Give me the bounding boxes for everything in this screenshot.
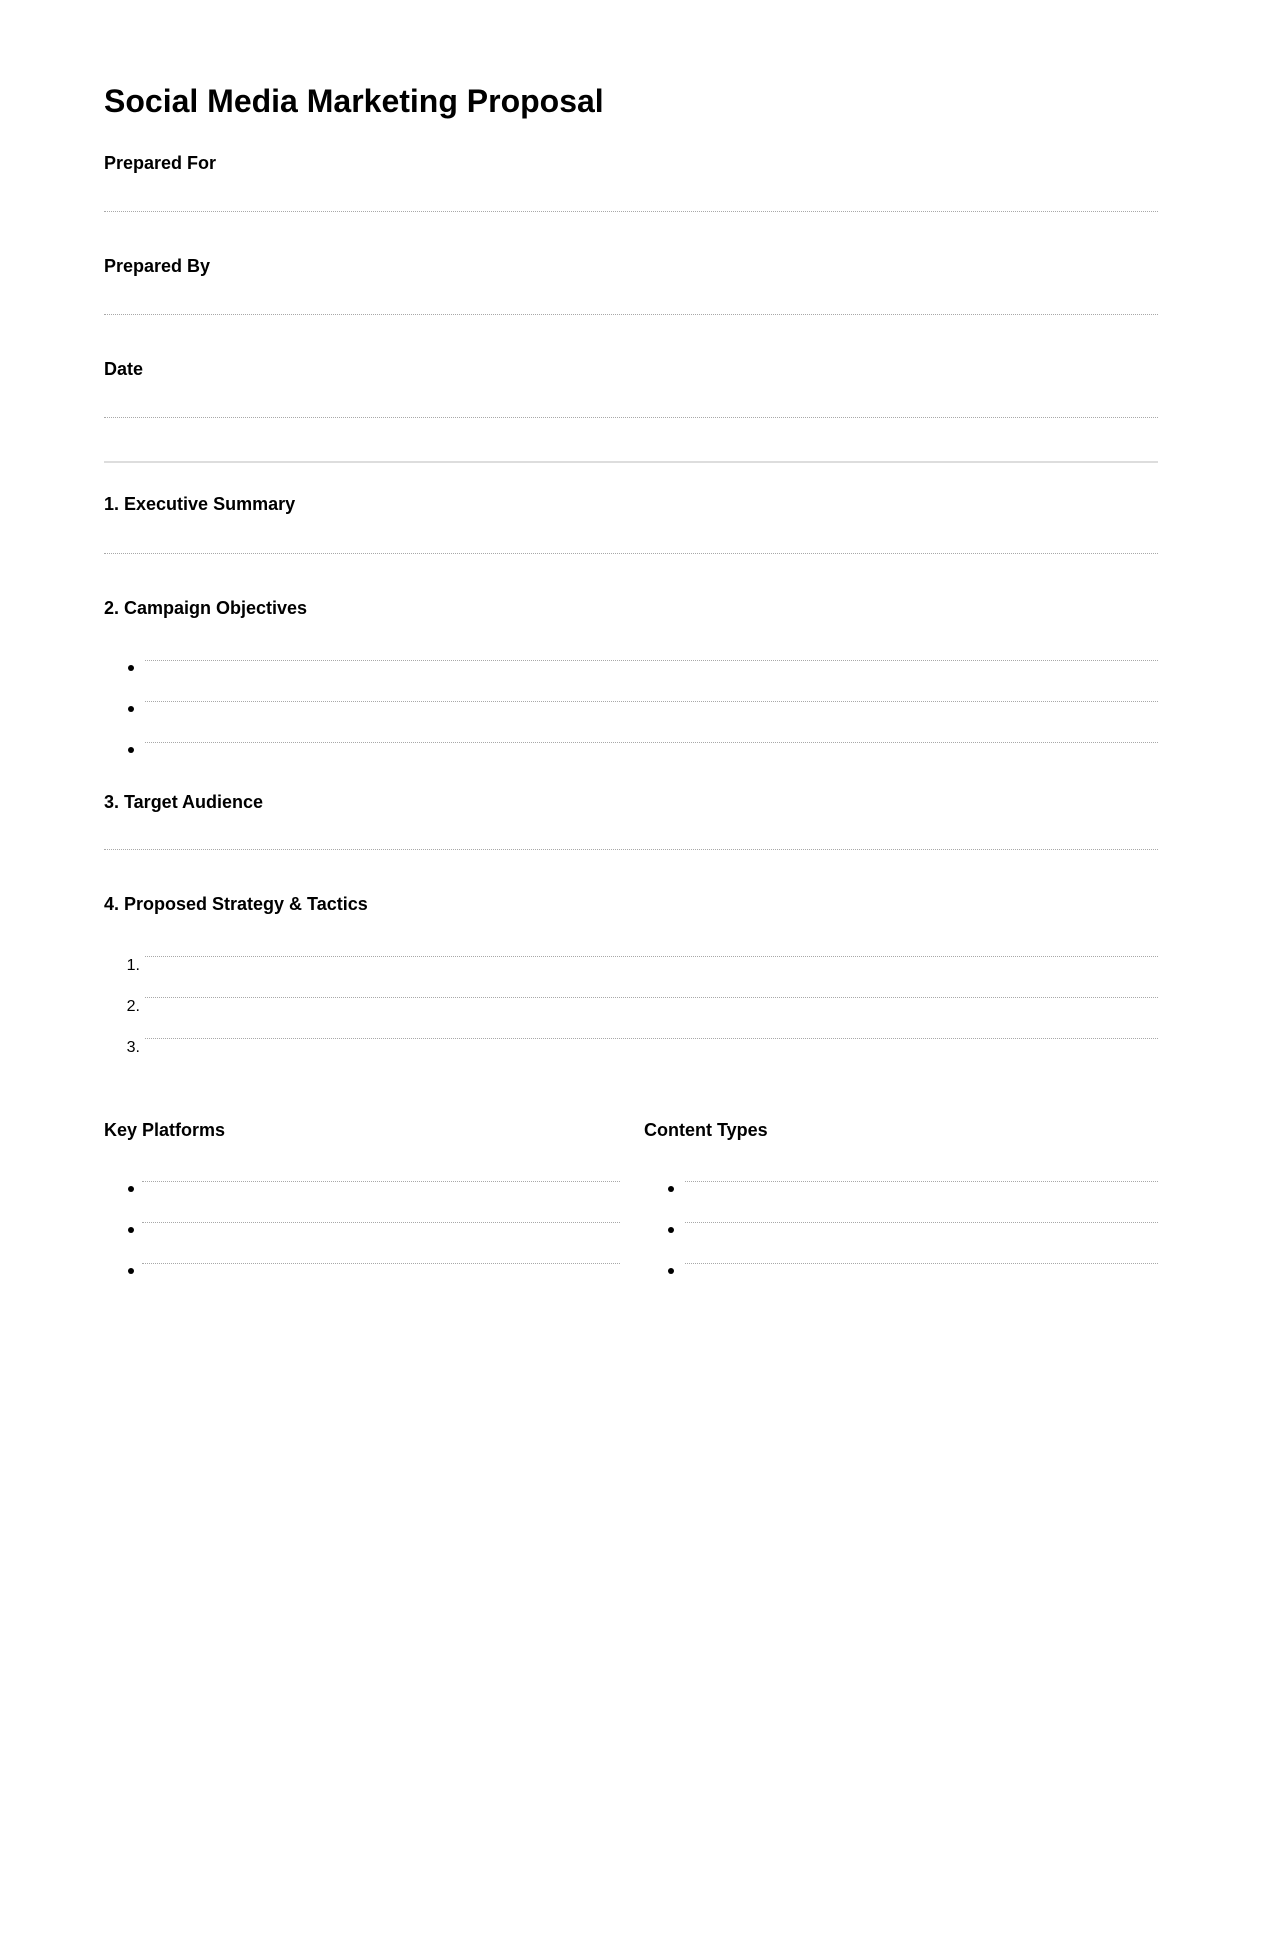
list-item	[104, 1222, 620, 1263]
list-item	[104, 956, 1158, 997]
platform-entry-1[interactable]	[142, 1181, 620, 1222]
list-number: 3.	[126, 1039, 140, 1056]
date-label: Date	[104, 359, 144, 379]
list-item	[104, 742, 1158, 783]
list-item	[104, 701, 1158, 742]
target-audience-field[interactable]	[104, 813, 1158, 850]
bullet-icon	[668, 1268, 674, 1274]
content-type-entry-1[interactable]	[685, 1181, 1158, 1222]
platform-entry-3[interactable]	[142, 1263, 620, 1304]
target-audience-heading: 3. Target Audience	[104, 792, 264, 812]
bullet-icon	[128, 1268, 134, 1274]
list-item	[644, 1263, 1158, 1304]
section-divider	[104, 461, 1158, 463]
date-field[interactable]	[104, 380, 1158, 418]
list-item	[104, 1263, 620, 1304]
strategy-tactics-list	[104, 956, 1158, 1079]
bullet-icon	[128, 1186, 134, 1192]
list-item	[104, 997, 1158, 1038]
campaign-objectives-list	[104, 660, 1158, 783]
content-type-entry-2[interactable]	[685, 1222, 1158, 1263]
key-platforms-heading: Key Platforms	[104, 1120, 226, 1140]
page-title: Social Media Marketing Proposal	[104, 83, 604, 119]
content-types-heading: Content Types	[644, 1120, 768, 1140]
prepared-by-label: Prepared By	[104, 256, 211, 276]
list-number: 1.	[126, 957, 140, 974]
strategy-entry-2[interactable]	[145, 997, 1158, 1038]
bullet-icon	[128, 747, 134, 753]
campaign-objectives-heading: 2. Campaign Objectives	[104, 598, 308, 618]
bullet-icon	[668, 1186, 674, 1192]
strategy-entry-3[interactable]	[145, 1038, 1158, 1079]
bullet-icon	[668, 1227, 674, 1233]
prepared-for-field[interactable]	[104, 174, 1158, 212]
list-item	[104, 660, 1158, 701]
content-types-list	[644, 1181, 1158, 1304]
list-item	[644, 1181, 1158, 1222]
key-platforms-list	[104, 1181, 620, 1304]
content-type-entry-3[interactable]	[685, 1263, 1158, 1304]
objective-entry-1[interactable]	[145, 660, 1158, 701]
list-item	[104, 1038, 1158, 1079]
objective-entry-2[interactable]	[145, 701, 1158, 742]
bullet-icon	[128, 706, 134, 712]
objective-entry-3[interactable]	[145, 742, 1158, 783]
bullet-icon	[128, 1227, 134, 1233]
prepared-for-label: Prepared For	[104, 153, 217, 173]
bullet-icon	[128, 665, 134, 671]
prepared-by-field[interactable]	[104, 277, 1158, 315]
strategy-tactics-heading: 4. Proposed Strategy & Tactics	[104, 894, 368, 914]
list-item	[104, 1181, 620, 1222]
platform-entry-2[interactable]	[142, 1222, 620, 1263]
strategy-entry-1[interactable]	[145, 956, 1158, 997]
list-item	[644, 1222, 1158, 1263]
executive-summary-field[interactable]	[104, 515, 1158, 554]
executive-summary-heading: 1. Executive Summary	[104, 494, 296, 514]
list-number: 2.	[126, 998, 140, 1015]
